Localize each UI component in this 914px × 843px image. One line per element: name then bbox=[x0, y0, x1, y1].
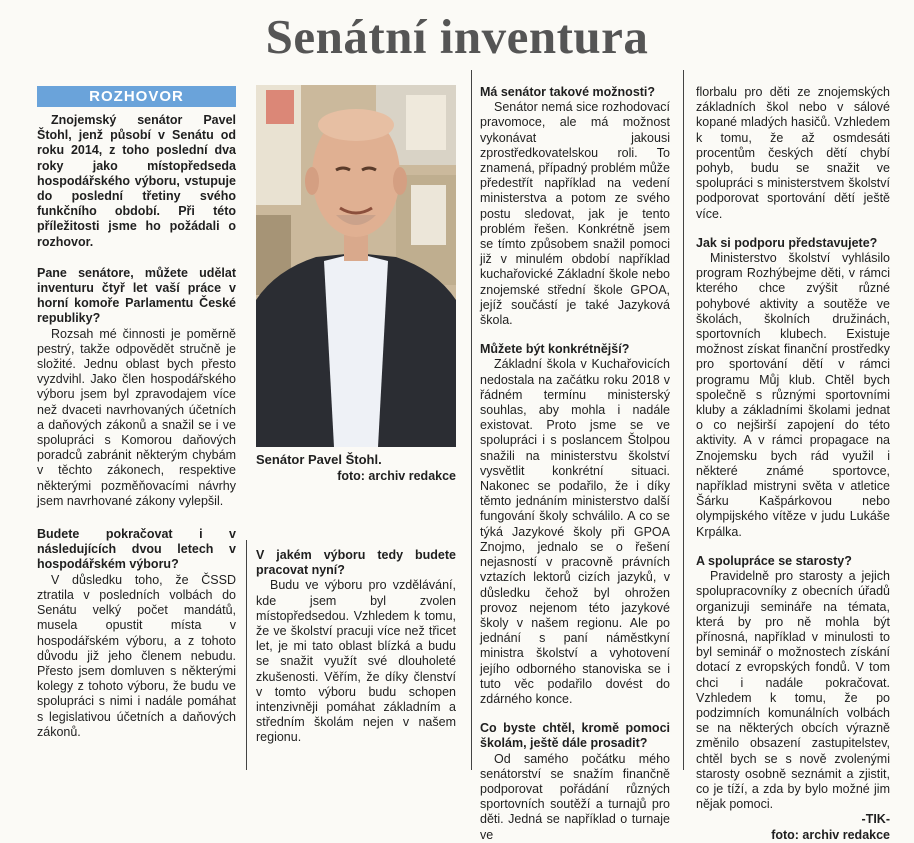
photo-credit: foto: archiv redakce bbox=[337, 469, 456, 483]
column-4 bbox=[696, 85, 890, 843]
answer-7: Ministerstvo školství vyhlásilo program Rozhýbejme děti, v rámci kterého chce zvýšit různé pohybové aktivity a soutěže ve školách, školních družinách, sportovních klubech. Existuje možnost získat finanční prostředky pro sportování dětí v rámci programu Můj klub. Chtěl bych společně s různými sportovními kluby a základními školami jednat o co nejširší zapojení do této aktivity. A v rámci propagace na Znojemsku bych rád využil i některé známé sportovce, například mistryni světa v atletice Šárku Kašpárkovou nebo olympijského vítěze v judu Lukáše Krpálka. bbox=[696, 251, 890, 539]
answer-4: Senátor nemá sice rozhodovací pravomoce, ale má možnost vykonávat jakousi zprostředkovatelskou roli. To znamená, případný problém může předestřít například na vedení ministerstva a potom ze svého postu sledovat, jak je tento problém řešen. Konkrétně jsem se tímto způsobem snažil pomoci již v minulém období například kuchařovické Základní škole nebo znojemské střední škole GPOA, jejíž součástí je také Jazyková škola. bbox=[480, 100, 670, 328]
answer-1: Rozsah mé činnosti je poměrně pestrý, takže odpovědět stručně je složité. Jednu oblast bych přesto vyzdvihl. Jako člen hospodářského výboru jsem byl zpravodajem více než dvaceti navrhovaných účetních a daňových zákonů a snažil se i ve spolupráci s Komorou daňových poradců zabránit některým chybám v těchto zákonech, respektive některými pozměňovacími návrhy jsem navrhované zákony vylepšil. bbox=[37, 326, 236, 508]
question-5: Můžete být konkrétnější? bbox=[480, 342, 630, 357]
column-2-lower bbox=[256, 548, 456, 746]
lead-paragraph: Znojemský senátor Pavel Štohl, jenž působí v Senátu od roku 2014, z toho poslední dva roky jako místopředseda hospodářského výboru, vstupuje do poslední třetiny svého funkčního období. Při této příležitosti jsme ho požádali o rozhovor. bbox=[37, 113, 236, 249]
question-6: Co byste chtěl, kromě pomoci školám, ještě dále prosadit? bbox=[480, 721, 670, 751]
question-8: A spolupráce se starosty? bbox=[696, 553, 852, 568]
photo-caption: Senátor Pavel Štohl. bbox=[256, 452, 382, 467]
column-rule-3 bbox=[683, 70, 684, 770]
answer-5: Základní škola v Kuchařovicích nedostala na začátku roku 2018 v řádném termínu ministerský souhlas, aby mohla i nadále existovat. Proto jsme se ve spolupráci i s poslancem Štolpou snažili na ministerstvu školství vysvětlit konkrétní situaci. Nakonec se podařilo, že i díky těmto jednáním ministerstvo další fungování školy schválilo. A co se týká Jazykové školy při GPOA Znojmo, jednalo se o řešení nejasností v pracovně právních vztazích lektorů cizích jazyků, v důsledku čehož byl ohrožen provoz nejenom této jazykové školy v našem regionu. Ale po jednání s paní náměstkyní ministra školství a vyhotovení jejího odborného stanoviska se i tuto věc podařilo dovést do zdárného konce. bbox=[480, 357, 670, 706]
article-headline: Senátní inventura bbox=[265, 9, 649, 64]
question-2: Budete pokračovat i v následujících dvou letech v hospodářském výboru? bbox=[37, 527, 236, 572]
answer-3: Budu ve výboru pro vzdělávání, kde jsem byl zvolen místopředsedou. Vzhledem k tomu, že ve školství pracuji více než třicet let, je mi tato oblast blízká a budu se snažit využít své dlouholeté zkušenosti. Věřím, že díky členství v tomto výboru budu schopen intenzivněji pomáhat základním a středním školám nejen v našem regionu. bbox=[256, 578, 456, 745]
column-rule-2 bbox=[471, 70, 472, 770]
answer-6-part-2: florbalu pro děti ze znojemských základních škol nebo v sálové kopané mladých hasičů. Vzhledem k tomu, že až osmdesáti procentům českých dětí chybí pohyb, budu se snažit ve spolupráci s ministerstvem školství podporovat sportování dětí ještě více. bbox=[696, 85, 890, 221]
section-badge: ROZHOVOR bbox=[37, 86, 236, 107]
question-3: V jakém výboru tedy budete pracovat nyní? bbox=[256, 548, 456, 578]
column-1 bbox=[37, 113, 236, 740]
question-4: Má senátor takové možnosti? bbox=[480, 85, 656, 99]
question-7: Jak si podporu představujete? bbox=[696, 235, 878, 250]
column-rule-1 bbox=[246, 540, 247, 770]
author-signature: -TIK- bbox=[861, 812, 890, 827]
answer-8: Pravidelně pro starosty a jejich spolupracovníky z obecních úřadů organizuji semináře na témata, která by pro ně mohla být přínosná, například v minulosti to byl seminář o možnostech získání dotací z evropských fondů. V tom chci i nadále pokračovat. Vzhledem k tomu, že po podzimních komunálních volbách se na některých obcích výrazně změnilo obsazení zastupitelstev, chtěl bych se s nově zvolenými starosty osobně seznámit a zjistit, co je tíží, a zda by bylo možné jim nějak pomoci. bbox=[696, 569, 890, 812]
end-photo-credit: foto: archiv redakce bbox=[771, 827, 890, 842]
column-3 bbox=[480, 85, 670, 843]
answer-6-part-1: Od samého počátku mého senátorství se snažím finančně podporovat pořádání různých sportovních soutěží a turnajů pro děti. Jedná se například o turnaje ve bbox=[480, 751, 670, 842]
question-1: Pane senátore, můžete udělat inventuru čtyř let vaší práce v horní komoře Parlamentu České republiky? bbox=[37, 265, 236, 326]
senator-photo bbox=[256, 85, 456, 447]
answer-2: V důsledku toho, že ČSSD ztratila v posledních volbách do Senátu velký počet mandátů, musela opustit místa v hospodářském výboru, a z tohoto důvodu již jeho členem nebudu. Přesto jsem domluven s některými kolegy z tohoto výboru, že budu ve spolupráci s nimi i nadále pomáhat s legislativou účetních a daňových zákonů. bbox=[37, 572, 236, 739]
